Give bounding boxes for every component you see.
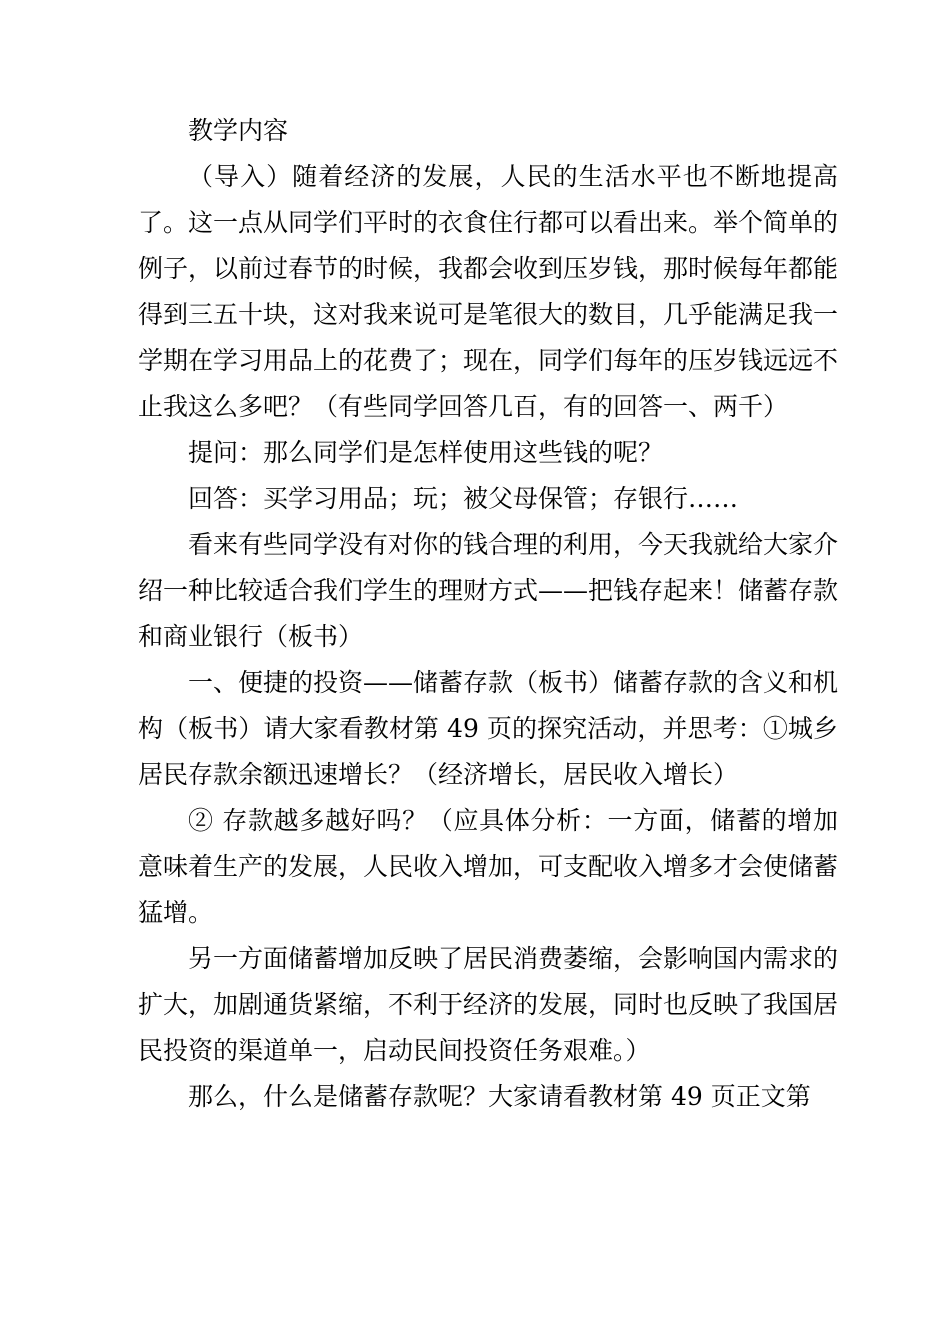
paragraph-introduction: （导入）随着经济的发展，人民的生活水平也不断地提高了。这一点从同学们平时的衣食住行都可以看出来。举个简单的例子，以前过春节的时候，我都会收到压岁钱，那时候每年都能得到三五十块，这对我来说可是笔很大的数目，几乎能满足我一学期在学习用品上的花费了；现在，同学们每年的压岁钱远远不止我这么多吧？（有些同学回答几百，有的回答一、两千） <box>138 162 839 421</box>
paragraph-question-two: ② 存款越多越好吗？（应具体分析：一方面，储蓄的增加意味着生产的发展，人民收入增加，可支配收入增多才会使储蓄猛增。 <box>138 806 839 927</box>
document-body <box>138 108 838 1120</box>
section-heading: 教学内容 <box>188 116 289 145</box>
paragraph-definition-lead: 那么，什么是储蓄存款呢？大家请看教材第 49 页正文第 <box>188 1082 811 1111</box>
paragraph-savings-section: 一、便捷的投资——储蓄存款（板书）储蓄存款的含义和机构（板书）请大家看教材第 49 页的探究活动，并思考：①城乡居民存款余额迅速增长？（经济增长，居民收入增长） <box>138 668 839 789</box>
paragraph-answer: 回答：买学习用品；玩；被父母保管；存银行…… <box>188 484 739 513</box>
paragraph-other-aspect: 另一方面储蓄增加反映了居民消费萎缩，会影响国内需求的扩大，加剧通货紧缩，不利于经济的发展，同时也反映了我国居民投资的渠道单一，启动民间投资任务艰难。） <box>138 944 839 1065</box>
paragraph-question: 提问：那么同学们是怎样使用这些钱的呢？ <box>188 438 664 467</box>
paragraph-transition: 看来有些同学没有对你的钱合理的利用，今天我就给大家介绍一种比较适合我们学生的理财方式——把钱存起来！储蓄存款和商业银行（板书） <box>138 530 839 651</box>
